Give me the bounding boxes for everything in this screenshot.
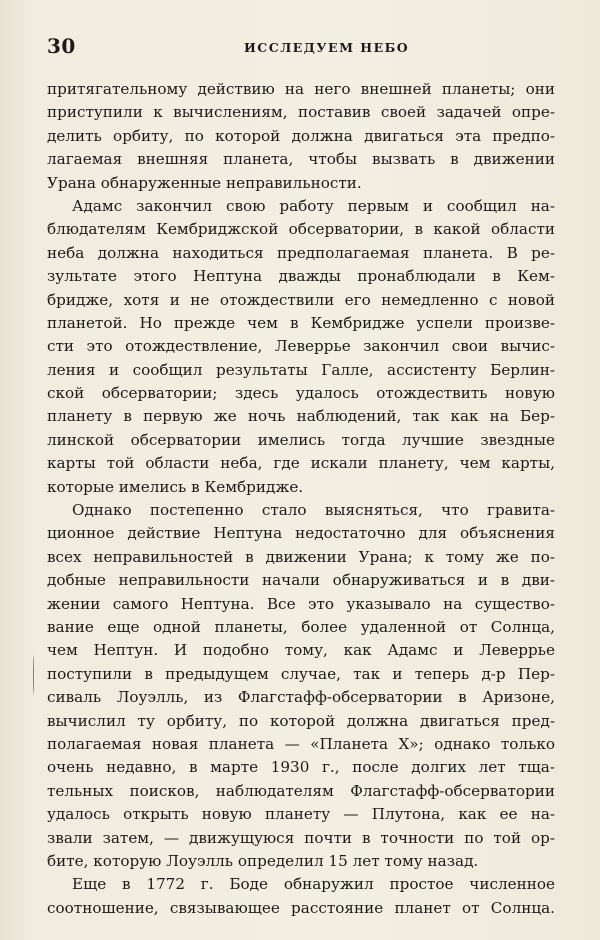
text-line: бридже, хотя и не отождествили его немедленно с новой	[47, 290, 555, 309]
text-line: вание еще одной планеты, более удаленной от Солнца,	[47, 617, 555, 636]
text-line: очень недавно, в марте 1930 г., после долгих лет тща-	[47, 758, 555, 777]
text-line: Еще в 1772 г. Боде обнаружил простое численное	[72, 875, 555, 894]
margin-pencil-mark	[33, 655, 36, 695]
text-line: линской обсерватории имелись тогда лучшие звездные	[47, 430, 555, 449]
text-line: звали затем, — движущуюся почти в точности по той ор-	[47, 828, 555, 847]
text-line: ской обсерватории; здесь удалось отождествить новую	[47, 384, 555, 403]
text-line: лагаемая внешняя планета, чтобы вызвать в движении	[47, 150, 555, 169]
page-number: 30	[47, 34, 76, 58]
text-line: ционное действие Нептуна недостаточно для объяснения	[47, 524, 555, 543]
text-line: Урана обнаруженные неправильности.	[47, 173, 362, 192]
text-line: сти это отождествление, Леверрье закончил свои вычис-	[47, 337, 555, 356]
text-line: чем Нептун. И подобно тому, как Адамс и Леверрье	[47, 641, 555, 660]
text-line: притягательному действию на него внешней планеты; они	[47, 80, 555, 98]
text-line: соотношение, связывающее расстояние планет от Солнца.	[47, 898, 555, 917]
text-line: вычислил ту орбиту, по которой должна двигаться пред-	[47, 711, 555, 730]
text-line: всех неправильностей в движении Урана; к тому же по-	[47, 547, 555, 566]
text-line: делить орбиту, по которой должна двигаться эта предпо-	[47, 126, 555, 145]
text-line: поступили в предыдущем случае, так и теперь д-р Пер-	[47, 664, 555, 683]
text-line: бите, которую Лоуэлль определил 15 лет тому назад.	[47, 851, 479, 870]
text-line: зультате этого Нептуна дважды пронаблюдали в Кем-	[47, 267, 555, 286]
text-line: карты той области неба, где искали планету, чем карты,	[47, 454, 555, 473]
text-line: Адамс закончил свою работу первым и сообщил на-	[72, 196, 555, 215]
text-line: добные неправильности начали обнаруживаться и в дви-	[47, 571, 555, 590]
running-title: ИССЛЕДУЕМ НЕБО	[244, 40, 410, 55]
text-line: блюдателям Кембриджской обсерватории, в какой области	[47, 220, 555, 239]
text-line: удалось открыть новую планету — Плутона, как ее на-	[47, 805, 555, 824]
text-line: тельных поисков, наблюдателям Флагстафф-обсерватории	[47, 781, 555, 800]
text-line: жении самого Нептуна. Все это указывало на существо-	[47, 594, 555, 613]
text-line: сиваль Лоуэлль, из Флагстафф-обсерватории в Аризоне,	[47, 688, 555, 707]
body-text	[47, 78, 555, 920]
text-line: которые имелись в Кембридже.	[47, 477, 304, 496]
text-line: планетой. Но прежде чем в Кембридже успели произве-	[47, 313, 555, 332]
text-line: приступили к вычислениям, поставив своей задачей опре-	[47, 103, 555, 122]
text-line: ления и сообщил результаты Галле, ассистенту Берлин-	[47, 360, 555, 379]
text-line: полагаемая новая планета — «Планета X»; однако только	[47, 734, 555, 753]
text-line: Однако постепенно стало выясняться, что гравита-	[72, 501, 555, 520]
text-line: неба должна находиться предполагаемая планета. В ре-	[47, 243, 555, 262]
text-line: планету в первую же ночь наблюдений, так как на Бер-	[47, 407, 555, 426]
